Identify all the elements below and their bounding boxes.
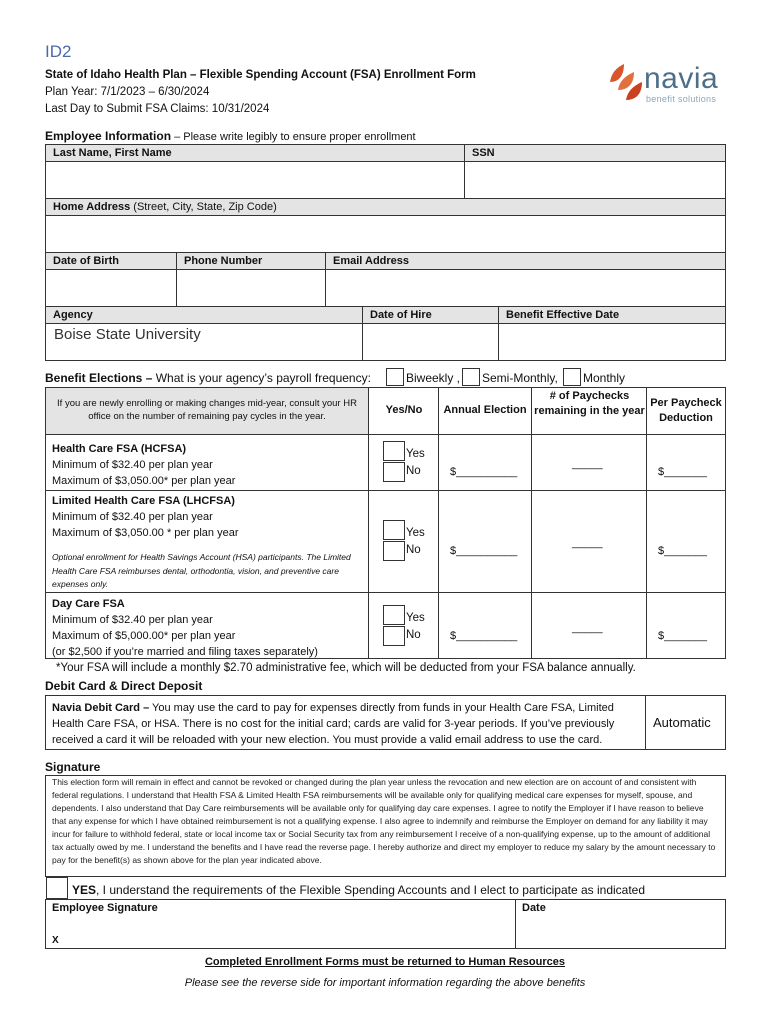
col-annual-election: Annual Election: [443, 404, 527, 416]
return-note: Completed Enrollment Forms must be returned to Human Resources: [204, 956, 565, 968]
benefit-effective-field[interactable]: [498, 306, 726, 361]
hcfsa-max: Maximum of $3,050.00* per plan year: [52, 475, 236, 487]
lhcfsa-min: Minimum of $32.40 per plan year: [52, 511, 213, 523]
navia-leaf-icon: [604, 60, 648, 104]
ssn-field[interactable]: [464, 144, 726, 199]
hcfsa-paychecks-input[interactable]: _____: [572, 458, 603, 470]
date-of-hire-field[interactable]: [362, 306, 499, 361]
hcfsa-perpay-input[interactable]: $_______: [658, 466, 707, 478]
email-field[interactable]: [325, 252, 726, 307]
email-label: Email Address: [326, 253, 725, 270]
dob-label: Date of Birth: [46, 253, 176, 270]
col-divider: [515, 899, 516, 949]
col-paychecks-remaining: # of Paychecks remaining in the year: [534, 390, 645, 417]
biweekly-label: Biweekly ,: [406, 371, 461, 385]
debit-card-text: Navia Debit Card – You may use the card to pay for expenses directly from funds in your Health Care FSA, Limited Health Care FSA, or HSA. There is no cost for the initial card; cards are valid for 3-year periods. If you’ve previously received a card it will be reloaded with your new election. You must provide a valid email address to use the card.: [52, 702, 615, 746]
semimonthly-checkbox[interactable]: [462, 368, 480, 386]
navia-logo: [604, 60, 734, 110]
col-per-paycheck: Per Paycheck Deduction: [650, 397, 722, 424]
date-of-hire-label: Date of Hire: [363, 307, 498, 324]
lhcfsa-row: [52, 493, 239, 541]
reverse-note: Please see the reverse side for important information regarding the above benefits: [184, 977, 586, 989]
signature-terms: This election form will remain in effect and cannot be revoked or changed during the plan year unless the revocation and new election are on account of and consistent with federal regulations. I understand that Health FSA & Limited Health FSA reimbursements will be available only for qualifying medical care expenses for myself, spouse, and dependents. I also understand that Day Care reimbursements will be available only for qualifying day care expenses. I agree to notify the Employer if I have reason to believe that any expense for which I have obtained reimbursement is not a qualifying expense. I also agree to indemnify and reimburse the Employer on demand for any liability it may incur for failure to withhold federal, state or local income tax or Social Security tax from any reimbursement I receive of a non-qualifying expense, up to the amount of additional tax actually owed by me. I understand the benefits and I have read the reverse page. I hereby authorize and direct my employer to reduce my salary by the amount necessary to pay for the benefit(s) as shown above for the plan year indicated above.: [52, 777, 716, 865]
lhcfsa-paychecks-input[interactable]: _____: [572, 537, 603, 549]
lhcfsa-yes-checkbox[interactable]: [383, 520, 405, 540]
dcfsa-annual-input[interactable]: $__________: [450, 630, 518, 642]
col-divider: [646, 388, 647, 658]
hcfsa-min: Minimum of $32.40 per plan year: [52, 459, 213, 471]
col-divider: [645, 695, 646, 750]
lhcfsa-title: Limited Health Care FSA (LHCFSA): [52, 495, 235, 507]
benefit-elections-heading: Benefit Elections – What is your agency’s payroll frequency:: [45, 371, 371, 385]
dcfsa-note: (or $2,500 if you’re married and filing taxes separately): [52, 646, 318, 658]
debit-heading: Debit Card & Direct Deposit: [45, 679, 203, 693]
dcfsa-yes-checkbox[interactable]: [383, 605, 405, 625]
name-label: Last Name, First Name: [46, 145, 464, 162]
employee-info-heading: Employee Information – Please write legibly to ensure proper enrollment: [45, 129, 416, 143]
lhcfsa-max: Maximum of $3,050.00 * per plan year: [52, 527, 239, 539]
dcfsa-yesno-labels: Yes No: [406, 612, 425, 641]
lhcfsa-yesno-labels: Yes No: [406, 527, 425, 556]
col-divider: [368, 388, 369, 658]
dcfsa-min: Minimum of $32.40 per plan year: [52, 614, 213, 626]
dcfsa-title: Day Care FSA: [52, 598, 125, 610]
monthly-checkbox[interactable]: [563, 368, 581, 386]
logo-word: navia: [644, 62, 719, 95]
employee-signature-field[interactable]: [60, 905, 510, 947]
form-title: State of Idaho Health Plan – Flexible Spending Account (FSA) Enrollment Form: [45, 69, 476, 81]
agency-field[interactable]: [45, 306, 363, 361]
agency-value: Boise State University: [54, 326, 201, 343]
dcfsa-row: [52, 596, 318, 660]
row-divider: [45, 592, 726, 593]
signature-heading: Signature: [45, 760, 101, 774]
signature-x: X: [52, 935, 59, 946]
automatic-label: Automatic: [653, 715, 711, 730]
logo-tagline: benefit solutions: [646, 94, 717, 104]
hcfsa-yesno-labels: Yes No: [406, 448, 425, 477]
phone-label: Phone Number: [177, 253, 325, 270]
last-claim-day: Last Day to Submit FSA Claims: 10/31/2024: [45, 103, 270, 115]
hcfsa-annual-input[interactable]: $__________: [450, 466, 518, 478]
plan-year: Plan Year: 7/1/2023 – 6/30/2024: [45, 86, 210, 98]
dcfsa-perpay-input[interactable]: $_______: [658, 630, 707, 642]
monthly-label: Monthly: [583, 371, 626, 385]
dcfsa-paychecks-input[interactable]: _____: [572, 622, 603, 634]
lhcfsa-perpay-input[interactable]: $_______: [658, 545, 707, 557]
dob-field[interactable]: [45, 252, 177, 307]
yes-participate-text: YES, I understand the requirements of the Flexible Spending Accounts and I elect to participate as indicated: [72, 883, 646, 897]
employee-signature-label: Employee Signature: [52, 902, 158, 914]
elections-note: If you are newly enrolling or making changes mid-year, consult your HR office on the number of remaining pay cycles in the year.: [57, 398, 357, 422]
ssn-label: SSN: [465, 145, 725, 162]
yes-participate-checkbox[interactable]: [46, 877, 68, 899]
biweekly-checkbox[interactable]: [386, 368, 404, 386]
row-divider: [45, 434, 726, 435]
hcfsa-row: [52, 441, 235, 489]
name-field[interactable]: [45, 144, 465, 199]
home-address-label: Home Address (Street, City, State, Zip Code): [46, 199, 725, 216]
hcfsa-yes-checkbox[interactable]: [383, 441, 405, 461]
phone-field[interactable]: [176, 252, 326, 307]
semimonthly-label: Semi-Monthly,: [482, 371, 558, 385]
dcfsa-max: Maximum of $5,000.00* per plan year: [52, 630, 236, 642]
date-label: Date: [522, 902, 546, 914]
lhcfsa-note: Optional enrollment for Health Savings Account (HSA) participants. The Limited Health Care FSA reimburses dental, orthodontia, vision, and preventive care expenses only.: [52, 552, 351, 589]
lhcfsa-no-checkbox[interactable]: [383, 541, 405, 561]
benefit-effective-label: Benefit Effective Date: [499, 307, 725, 324]
row-divider: [45, 490, 726, 491]
col-yesno: Yes/No: [385, 404, 423, 416]
hcfsa-no-checkbox[interactable]: [383, 462, 405, 482]
home-address-field[interactable]: [45, 198, 726, 253]
form-id: ID2: [45, 42, 72, 61]
fee-note: *Your FSA will include a monthly $2.70 administrative fee, which will be deducted from your FSA balance annually.: [56, 662, 636, 674]
dcfsa-no-checkbox[interactable]: [383, 626, 405, 646]
hcfsa-title: Health Care FSA (HCFSA): [52, 443, 187, 455]
lhcfsa-annual-input[interactable]: $__________: [450, 545, 518, 557]
col-divider: [438, 388, 439, 658]
col-divider: [531, 388, 532, 658]
agency-label: Agency: [46, 307, 362, 324]
date-field[interactable]: [520, 915, 720, 947]
